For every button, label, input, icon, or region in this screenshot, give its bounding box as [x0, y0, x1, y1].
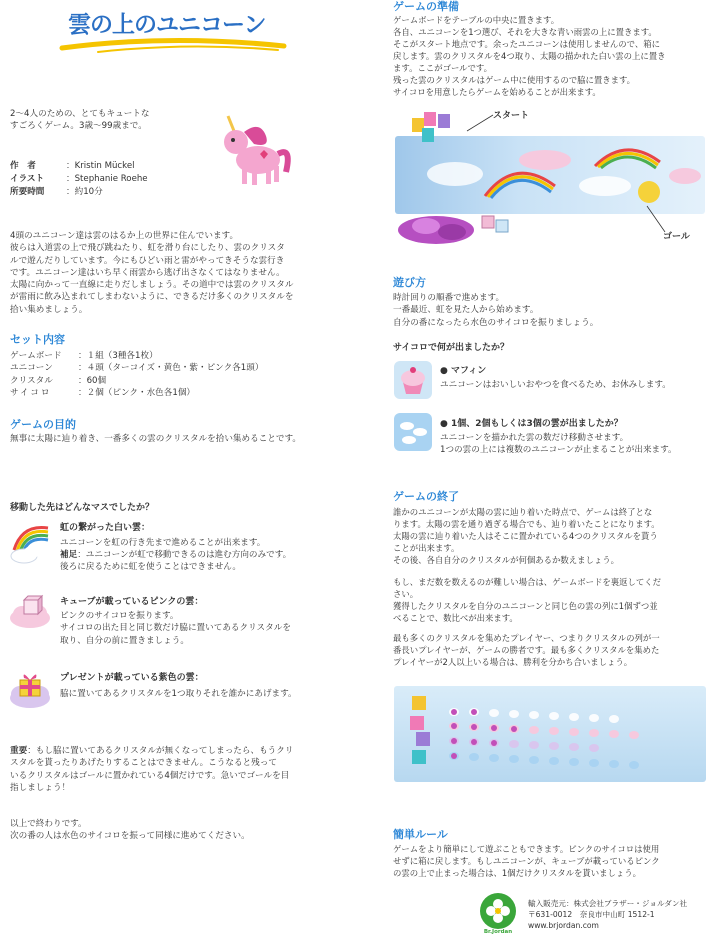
unicorn-illustration — [214, 110, 294, 190]
brand-logo — [476, 893, 520, 933]
clouds-title: ● 1個、2個もしくは3個の雲が出ましたか？ — [440, 419, 623, 429]
squares-heading: 移動した先はどんなマスでしたか？ — [10, 503, 155, 513]
end-paragraph-3: 最も多くのクリスタルを集めたプレイヤー、つまりクリスタルの列が一 番長いプレイヤーが、ゲームの勝者です。最も多くクリスタルを集めた プレイヤーが2人以上いる場合は、勝利を分かち合いましょう。 — [393, 633, 660, 667]
important-label: 重要 — [10, 746, 28, 756]
item-name: クリスタル — [10, 375, 53, 386]
intro-text: 2～4人のための、とてもキュートな すごろくゲーム。3歳～99歳まで。 — [10, 109, 150, 132]
end-turn-text: 以上で終わりです。 次の番の人は水色のサイコロを振って同様に進めてください。 — [10, 819, 250, 842]
gift-text: 脇に置いてあるクリスタルを1つ取りそれを誰かにあげます。 — [60, 689, 297, 699]
contents-list — [10, 350, 263, 399]
unicorn-pieces — [402, 108, 472, 148]
list-item — [10, 362, 263, 374]
page-title: 雲の上のユニコーン — [68, 12, 266, 38]
rainbow-text: ユニコーンを虹の行き先まで進めることが出来ます。 — [60, 538, 266, 548]
title-swoosh — [58, 30, 288, 56]
simple-text: ゲームをより簡単にして遊ぶこともできます。ピンクのサイコロは使用 せずに箱に戻します。もしユニコーンが、キューブが載っているピンク の雲の上で止まった場合は、1個だけクリスタルを貰いましょう。 — [393, 844, 660, 878]
rainbow-note-text: ：ユニコーンが虹で移動できるのは進む方向のみです。 後ろに戻るために虹を使うことはできません。 — [60, 550, 292, 573]
publisher-address: 〒631-0012 奈良市中山町 1512-1 — [528, 910, 655, 919]
muffin-title: ● マフィン — [440, 366, 487, 376]
rainbow-note — [60, 549, 335, 574]
item-value: ：１組（3種各1枚） — [78, 351, 158, 361]
muffin-text: ユニコーンはおいしいおやつを食べるため、お休みします。 — [440, 380, 671, 390]
muffin-icon — [393, 360, 433, 400]
item-name: サイコロ — [10, 387, 52, 398]
clouds-text: ユニコーンを描かれた雲の数だけ移動させます。 1つの雲の上には複数のユニコーンが止まることが出来ます。 — [440, 433, 677, 456]
goal-text: 無事に太陽に辿り着き、一番多くの雲のクリスタルを拾い集めることです。 — [10, 434, 301, 444]
item-value: ：２個（ピンク・水色各1個） — [78, 387, 196, 398]
important-text — [10, 745, 345, 794]
start-pointer-line — [466, 114, 494, 132]
board-back-art — [394, 686, 706, 782]
play-heading: 遊び方 — [393, 276, 426, 289]
credit-row — [10, 173, 148, 186]
rainbow-note-label: 補足 — [60, 550, 78, 560]
credit-label: 所要時間 — [10, 187, 45, 197]
rainbow-cloud-icon — [8, 520, 54, 566]
simple-heading: 簡単ルール — [393, 828, 448, 841]
play-text: 時計回りの順番で進めます。 一番最近、虹を見た人から始めます。 自分の番になったら水色のサイコロを振りましょう。 — [393, 293, 599, 328]
important-body: ：もし脇に置いてあるクリスタルが無くなってしまったら、もうクリ スタルを貰ったりあげたりすることはできません。こうなると残って いるクリスタルはゴールに置かれている4個だけです。急いでゴールを目 指しましょう！ — [10, 746, 294, 793]
goal-label: ゴール — [663, 232, 690, 242]
story-text: 4頭のユニコーン達は雲のはるか上の世界に住んでいます。 彼らは入道雲の上で飛び跳ねたり、虹を滑り台にしたり、雲のクリスタ ルで遊んだりしています。今にもひどい雨と雷がやってきそうな雲行き です。ユニコーン達はいち早く雨雲から逃げ出さなくてはなりません。 太陽に向かって一直線に走りだしましょう。その道中では雲のクリスタル が雷雨に飲み込まれてしまわないように、できるだけ多くのクリスタルを 拾い集めましょう。 — [10, 231, 294, 315]
list-item — [10, 375, 263, 387]
gift-title: プレゼントが載っている紫色の雲： — [60, 673, 204, 683]
logo-text: Br.Jordan — [483, 929, 513, 935]
credit-label: 作 者 — [10, 161, 36, 171]
gift-cloud-icon — [8, 666, 52, 710]
credit-value: ：約10分 — [66, 187, 103, 197]
end-paragraph-2: もし、まだ数を数えるのが難しい場合は、ゲームボードを裏返してくだ さい。 獲得したクリスタルを自分のユニコーンと同じ色の雲の列に1個ずつ並 べることで、数比べが出来ます。 — [393, 577, 661, 623]
credits-table — [10, 160, 148, 199]
credit-row — [10, 160, 148, 173]
list-item — [10, 387, 263, 399]
list-item — [10, 350, 263, 362]
item-value: ：４頭（ターコイズ・黄色・紫・ピンク各1頭） — [78, 363, 264, 374]
item-name: ゲームボード — [10, 351, 62, 361]
rainbow-title: 虹の繋がった白い雲： — [60, 523, 151, 533]
goal-pointer-line — [646, 205, 666, 233]
credit-label: イラスト — [10, 174, 45, 184]
credit-value: ：Kristin Mückel — [66, 161, 135, 171]
contents-heading: セット内容 — [10, 333, 65, 346]
dice-heading: サイコロで何が出ましたか？ — [393, 343, 510, 353]
prep-heading: ゲームの準備 — [393, 0, 459, 13]
goal-heading: ゲームの目的 — [10, 418, 76, 431]
crystals-and-dice — [396, 208, 516, 248]
clouds-die-icon — [393, 412, 433, 452]
end-heading: ゲームの終了 — [393, 490, 459, 503]
end-paragraph-1: 誰かのユニコーンが太陽の雲に辿り着いた時点で、ゲームは終了とな ります。太陽の雲を通り過ぎる場合でも、辿り着いたことになります。 太陽の雲に辿り着いた人はそこに置かれている4つのクリスタルを貰う ことが出来ます。 その後、各自自分のクリスタルが何個あるか数えましょう。 — [393, 507, 660, 565]
item-value: ：60個 — [78, 375, 107, 386]
prep-text: ゲームボードをテーブルの中央に置きます。 各自、ユニコーンを1つ選び、それを大きな青い雨雲の上に置きます。 そこがスタート地点です。余ったユニコーンは使用しませんので、箱に 戻します。雲のクリスタルを4つ取り、太陽の描かれた白い雲の上に置き ます。ここがゴールです。 残った雲のクリスタルはゲーム中に使用するので脇に置きます。 サイコロを用意したらゲームを始めることが出来ます。 — [393, 15, 666, 97]
logo-icon — [480, 893, 516, 929]
item-name: ユニコーン — [10, 363, 53, 374]
credit-row — [10, 186, 148, 199]
cube-cloud-icon — [8, 592, 52, 630]
cube-title: キューブが載っているピンクの雲： — [60, 597, 204, 607]
cube-text: ピンクのサイコロを振ります。 サイコロの出た目と同じ数だけ脇に置いてあるクリスタルを 取り、自分の前に置きましょう。 — [60, 611, 291, 646]
start-label: スタート — [493, 111, 530, 121]
publisher-url[interactable]: www.brjordan.com — [528, 921, 599, 930]
publisher-name: 輸入販売元：株式会社ブラザー・ジョルダン社 — [528, 899, 688, 908]
credit-value: ：Stephanie Roehe — [66, 174, 148, 184]
